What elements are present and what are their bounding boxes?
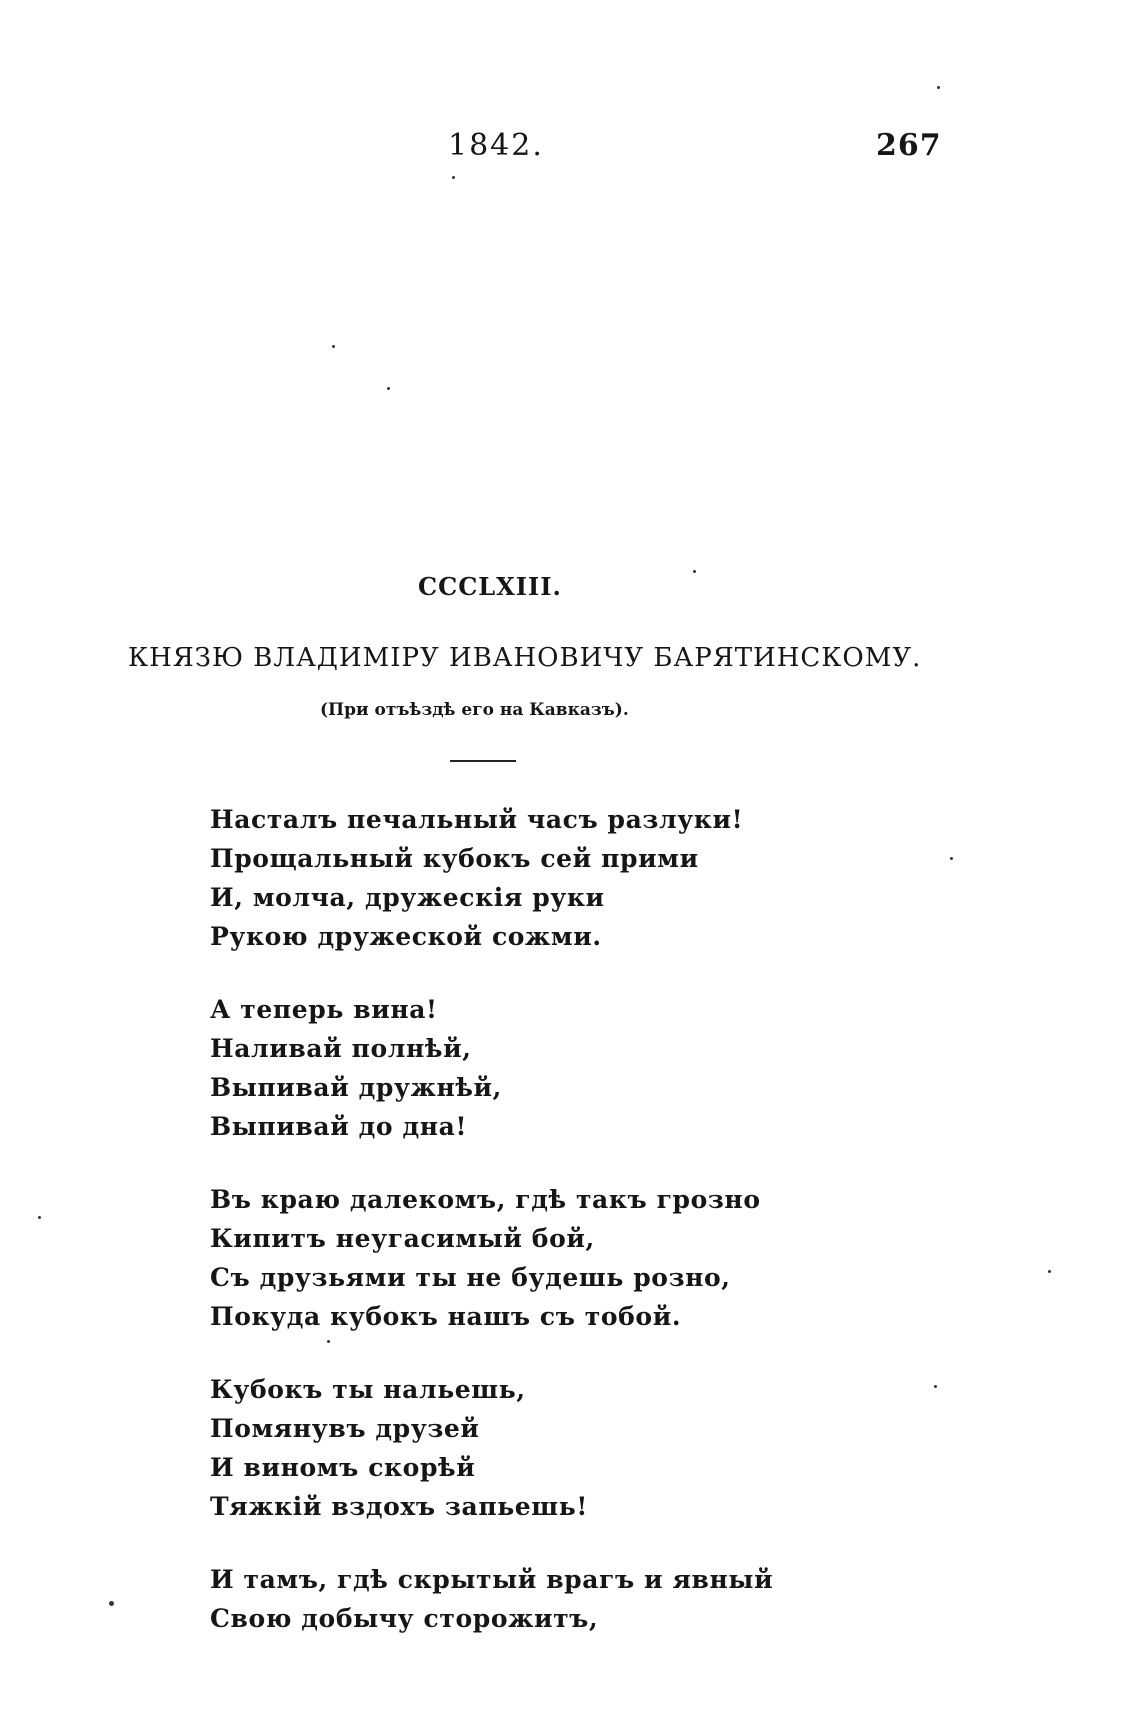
verse-line: Прощальный кубокъ сей прими: [210, 844, 699, 873]
scan-speck: [1048, 1270, 1051, 1273]
running-head-year: 1842.: [448, 128, 544, 163]
verse-line: Помянувъ друзей: [210, 1414, 480, 1443]
verse-line: И виномъ скорѣй: [210, 1453, 476, 1482]
stanza-4: [210, 1370, 773, 1526]
scan-speck: [327, 1340, 330, 1343]
scan-speck: [950, 857, 953, 860]
scan-speck: [387, 387, 390, 390]
verse-line: Въ краю далекомъ, гдѣ такъ грозно: [210, 1185, 761, 1214]
verse-line: Наливай полнѣй,: [210, 1034, 472, 1063]
scan-speck: [38, 1216, 41, 1219]
verse-line: Съ друзьями ты не будешь розно,: [210, 1263, 731, 1292]
verse-line: Свою добычу сторожитъ,: [210, 1604, 599, 1633]
verse-line: Рукою дружеской сожми.: [210, 922, 602, 951]
verse-line: А теперь вина!: [210, 995, 438, 1024]
scan-speck: [109, 1601, 114, 1606]
poem-body: [210, 800, 773, 1672]
page-number: 267: [876, 128, 942, 163]
poem-subtitle: (При отъѣздѣ его на Кавказъ).: [320, 700, 629, 720]
verse-line: Насталъ печальный часъ разлуки!: [210, 805, 744, 834]
scan-speck: [934, 1385, 937, 1388]
verse-line: И, молча, дружескія руки: [210, 883, 605, 912]
verse-line: Кипитъ неугасимый бой,: [210, 1224, 595, 1253]
stanza-1: [210, 800, 773, 956]
verse-line: Тяжкій вздохъ запьешь!: [210, 1492, 588, 1521]
poem-title: КНЯЗЮ ВЛАДИМІРУ ИВАНОВИЧУ БАРЯТИНСКОМУ.: [128, 643, 922, 673]
title-rule: [450, 760, 516, 762]
verse-line: И тамъ, гдѣ скрытый врагъ и явный: [210, 1565, 774, 1594]
scan-speck: [693, 570, 696, 573]
stanza-2: [210, 990, 773, 1146]
scan-speck: [452, 176, 455, 179]
verse-line: Покуда кубокъ нашъ съ тобой.: [210, 1302, 682, 1331]
scan-speck: [332, 345, 335, 348]
verse-line: Выпивай до дна!: [210, 1112, 468, 1141]
verse-line: Кубокъ ты нальешь,: [210, 1375, 526, 1404]
scan-speck: [937, 86, 940, 89]
verse-line: Выпивай дружнѣй,: [210, 1073, 502, 1102]
stanza-5: [210, 1560, 773, 1638]
stanza-3: [210, 1180, 773, 1336]
poem-number: CCCLXIII.: [418, 572, 562, 601]
